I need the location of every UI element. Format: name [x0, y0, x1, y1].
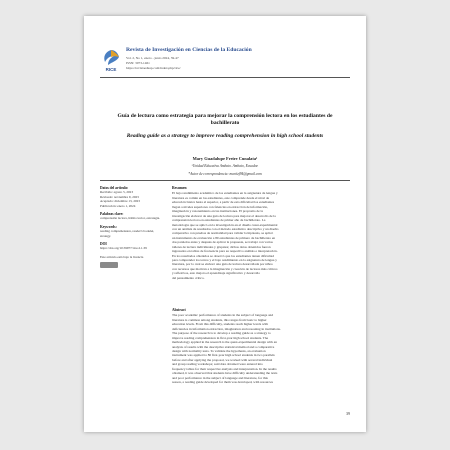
- abstract-line: The poor academic performance of students in the subject of language and: [172, 313, 274, 318]
- license-note: Este artículo está bajo la licencia: [100, 254, 144, 259]
- journal-name: Revista de Investigación en Ciencias de la Educación: [126, 47, 252, 53]
- date-accepted: Aceptado: diciembre 13, 2023: [100, 199, 140, 204]
- resumen-line: con un análisis de resultados con el método estadístico descriptivo y un diseño: [172, 226, 279, 231]
- resumen-line: talleres de lectura individuales y grupales; dichos datos obtenidos fueron: [172, 244, 271, 249]
- author-name: Mary Guadalupe Freire Cunalata¹: [192, 156, 258, 161]
- paper-page: [84, 16, 366, 432]
- abstract-line: before and after applying the proposal, we worked with several individual: [172, 357, 273, 362]
- journal-issn: ISSN: 3073-1461: [126, 61, 150, 65]
- author-affiliation: ¹Unidad Educativa Ambato. Ambato, Ecuador.: [191, 164, 259, 168]
- resumen-line: con recursos que motivan a la imaginación y creación de lectores más críticos: [172, 266, 278, 271]
- resumen-body: [172, 191, 350, 280]
- resumen-line: comparativo con pruebas de normalidad para validar la hipótesis, se aplicó: [172, 231, 274, 236]
- creative-commons-badge-icon[interactable]: [100, 262, 118, 268]
- abstract-heading: Abstract: [172, 308, 186, 312]
- header-rule: [100, 77, 350, 78]
- abstract-line: deficiencies in information extraction, imagination and reasoning in institutions.: [172, 326, 281, 331]
- article-title-es: Guía de lectura como estrategia para mejorar la comprensión lectora en los estudiantes de bachillerato: [117, 113, 333, 126]
- journal-logo-text: RICE: [105, 67, 117, 72]
- journal-logo: [100, 48, 122, 72]
- abstract-line: reason, a reading guide developed for them was developed, with resources: [172, 380, 273, 385]
- article-sidebar: [100, 186, 164, 270]
- abstract-line: literature is common among students, this ranges from basic to higher: [172, 317, 267, 322]
- keywords-es: comprensión lectora, hábito lector, estrategia.: [100, 216, 161, 221]
- resumen-line: literatura, por lo cual se elaboró una guía de lectura desarrollada por niños: [172, 262, 273, 267]
- resumen-line: para comprender los textos y el bajo rendimiento en la asignatura de lengua y: [172, 258, 277, 263]
- abstract-line: The purpose of the research is to develop a reading guide as a strategy to: [172, 331, 271, 336]
- abstract-line: methodology applied in the research is the quasi-experimental design with an: [172, 340, 277, 345]
- correspondence-note: *Autor de correspondencia: maritzf94@gmail.com: [188, 172, 262, 176]
- keywords-es-heading: Palabras clave:: [100, 212, 124, 217]
- abstract-line: and group reading workshops; said data obtained were entered into: [172, 362, 263, 367]
- article-title-en: Reading guide as a strategy to improve reading comprehension in high school students: [126, 133, 324, 139]
- abstract-line: education levels. From this difficulty, students reach higher levels with: [172, 322, 269, 327]
- journal-volume: Vol. 2, No 1, enero - junio 2024, 39-47: [126, 56, 179, 60]
- resumen-line: literatura es común en los estudiantes, este comprende desde el nivel de: [172, 195, 270, 200]
- resumen-line: y reflexivos, esto mejora el aprendizaje significativo y desarrollo: [172, 271, 261, 276]
- doi-link[interactable]: https://doi.org/10.59977/rice.2.1.39: [100, 246, 147, 251]
- keywords-en-heading: Keywords:: [100, 224, 117, 229]
- journal-url[interactable]: https://revistaeduap.com/index.php/rice/: [126, 66, 181, 70]
- resumen-line: metodología que se aplicó en la investigación en el diseño cuasi-experimental: [172, 222, 278, 227]
- resumen-line: del pensamiento crítico.: [172, 275, 205, 280]
- resumen-line: un instrumento de evaluación a 80 estudiantes de primero de bachillerato en: [172, 235, 276, 240]
- resumen-line: comprensión lectora en estudiantes de primer año de bachillerato. La: [172, 218, 266, 223]
- abstract-line: instrument was applied to 80 first-year high school students in two parallels: [172, 353, 275, 358]
- keywords-en: reading comprehension, reader's booklet, strategy.: [100, 229, 155, 238]
- resumen-section: [172, 186, 350, 280]
- doi-heading: DOI: [100, 242, 107, 247]
- dates-heading: Datos del artículo:: [100, 186, 129, 190]
- abstract-line: analysis of results with the descriptive statistical method and a comparative: [172, 344, 275, 349]
- date-revised: Revisado: noviembre 9, 2023: [100, 194, 139, 199]
- section-rule: [100, 180, 350, 181]
- resumen-line: llegan a niveles superiores con falencias en extracción de información,: [172, 204, 268, 209]
- resumen-line: investigación elaborar de una guía de lectura para mejorar el desarrollo de la: [172, 213, 276, 218]
- abstract-line: design with normality tests. To validate the hypothesis, an evaluation: [172, 348, 266, 353]
- date-published: Publicación: enero 1, 2024: [100, 203, 136, 208]
- resumen-line: El bajo rendimiento académico de los estudiantes en la asignatura de lengua y: [172, 191, 278, 196]
- abstract-line: improve reading comprehension in first-year high school students. The: [172, 335, 269, 340]
- abstract-line: obtained, it was observed that students have difficulty understanding the texts: [172, 371, 278, 376]
- abstract-line: and poor performance in the subject of language and literature, for this: [172, 375, 268, 380]
- resumen-line: ingresados en tablas de frecuencia para su respectivo análisis e interpretación.: [172, 249, 278, 254]
- resumen-line: imaginación y razonamiento en las instituciones. El propósito de la: [172, 209, 263, 214]
- resumen-heading: Resumen: [172, 186, 187, 190]
- abstract-line: frequency tables for their respective analysis and interpretation. In the results: [172, 366, 277, 371]
- abstract-body: [172, 313, 350, 384]
- date-received: Recibido: agosto 5, 2023: [100, 190, 133, 195]
- resumen-line: educación básica hasta el superior, a partir de esta dificultad los estudiantes: [172, 200, 275, 205]
- resumen-line: dos paralelos antes y después de aplicar la propuesta, se trabajó con varios: [172, 240, 273, 245]
- resumen-line: En los resultados obtenidos se observó que los estudiantes tienen dificultad: [172, 253, 274, 258]
- page-number: 39: [346, 411, 350, 416]
- abstract-section: [172, 308, 350, 384]
